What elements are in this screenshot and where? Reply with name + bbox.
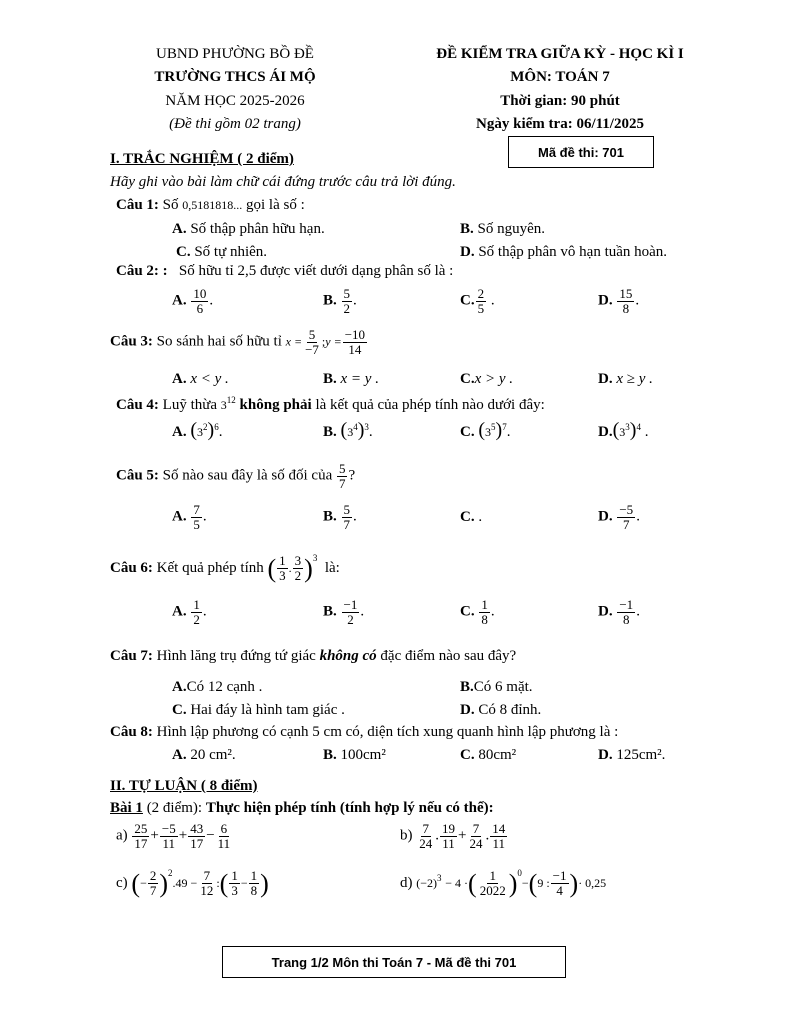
header-right-subject: MÔN: TOÁN 7 [510,69,610,85]
q4-option-c[interactable]: C. $(3^5)^7$. [460,419,511,441]
bai1-d: d) $(-2)^3 - 4$ ·( $\frac{1}{2022}$ )$^0$−(9 : $\frac{-1}{4}$ )· 0,25 [400,868,607,899]
q6-option-b[interactable]: B. $\frac{-1}{2}$ . [323,597,365,627]
q3-text: So sánh hai số hữu tỉ [156,333,282,350]
q1-number: 0,5181818... [182,198,243,212]
q7-option-c[interactable]: C. Hai đáy là hình tam giác . [172,702,345,718]
part2-title: II. TỰ LUẬN ( 8 điểm) [110,778,258,794]
q5-stem: Câu 5: Số nào sau đây là số đối của $\frac{5}{7}$ ? [116,461,356,491]
part1-title: I. TRẮC NGHIỆM ( 2 điểm) [110,151,294,167]
footer-box [222,946,566,978]
q1-option-c[interactable]: C. Số tự nhiên. [176,244,268,260]
q5-option-d[interactable]: D. $\frac{-5}{7}$ . [598,502,640,532]
bai1-heading: Bài 1 (2 điểm): Thực hiện phép tính (tính hợp lý nếu có thể): [110,800,494,816]
q1-stem [116,196,305,214]
header-left-line1: UBND PHƯỜNG BỒ ĐỀ [156,46,314,62]
q8-option-a[interactable]: A. 20 cm². [172,747,236,763]
header-left-pages: (Đề thi gồm 02 trang) [169,116,301,132]
q7-label: Câu 7: [110,648,153,664]
bai1-b: b) $\frac{7}{24}$ . $\frac{19}{11}$ + $\frac{7}{24}$ . $\frac{14}{11}$ [400,821,506,851]
header-left-year: NĂM HỌC 2025-2026 [165,93,305,109]
q6-option-d[interactable]: D. $\frac{-1}{8}$ . [598,597,640,627]
q2-text: Số hữu tỉ 2,5 được viết dưới dạng phân số là : [178,263,454,279]
q5-option-b[interactable]: B. $\frac{5}{7}$ . [323,502,357,532]
header-right-time: Thời gian: 90 phút [500,93,620,109]
q7-option-a[interactable]: A.Có 12 cạnh . [172,679,263,695]
q3-option-b[interactable]: B. x = y . [323,371,379,387]
header-right-date: Ngày kiểm tra: 06/11/2025 [476,116,644,132]
q6-option-a[interactable]: A. $\frac{1}{2}$ . [172,597,207,627]
part1-instruction: Hãy ghi vào bài làm chữ cái đứng trước câu trả lời đúng. [110,174,456,190]
q7-option-b[interactable]: B.Có 6 mặt. [460,679,533,695]
footer-text: Trang 1/2 Môn thi Toán 7 - Mã đề thi 701 [271,954,517,970]
q8-option-b[interactable]: B. 100cm² [323,747,386,763]
q8-label: Câu 8: [110,724,153,740]
q5-option-c[interactable]: C. . [460,509,483,525]
q1-option-b[interactable]: B. Số nguyên. [460,221,546,237]
q2-label: Câu 2: : [116,263,168,279]
q3-option-d[interactable]: D. x ≥ y . [598,371,653,387]
q1-post: gọi là số : [246,197,305,213]
exam-code: Mã đề thi: 701 [538,144,624,160]
q2-option-a[interactable]: A. $\frac{10}{6}$ . [172,286,214,316]
bai1-c: c) (− $\frac{2}{7}$ )$^2$.49 − $\frac{7}{12}$ :( $\frac{1}{3}$ − $\frac{1}{8}$ ) [116,868,269,899]
q4-option-b[interactable]: B. $(3^4)^3$. [323,419,373,441]
q6-label: Câu 6: [110,560,153,577]
q4-label: Câu 4: [116,397,159,413]
exam-code-box [508,136,654,168]
q8-option-c[interactable]: C. 80cm² [460,747,517,763]
q6-option-c[interactable]: C. $\frac{1}{8}$ . [460,597,495,627]
q1-option-a[interactable]: A. Số thập phân hữu hạn. [172,221,325,237]
bai1-a: a) $\frac{25}{17}$ + $\frac{-5}{11}$ + $\frac{43}{17}$ − $\frac{6}{11}$ [116,821,231,851]
q6-stem: Câu 6: Kết quả phép tính ( $\frac{1}{3}$ . $\frac{3}{2}$ )$^3$ là: [110,553,340,584]
q3-option-a[interactable]: A. x < y . [172,371,229,387]
q5-option-a[interactable]: A. $\frac{7}{5}$ . [172,502,207,532]
q2-option-c[interactable]: C. $\frac{2}{5}$ . [460,286,495,316]
q8-stem: Câu 8: Hình lập phương có cạnh 5 cm có, diện tích xung quanh hình lập phương là : [110,724,619,740]
header-right-title: ĐỀ KIỂM TRA GIỮA KỲ - HỌC KÌ I [436,46,684,62]
q7-option-d[interactable]: D. Có 8 đỉnh. [460,702,542,718]
q4-stem: Câu 4: Luỹ thừa $3^{12}$ không phải là kết quả của phép tính nào dưới đây: [116,395,545,413]
q8-option-d[interactable]: D. 125cm². [598,747,666,763]
q3-stem: Câu 3: So sánh hai số hữu tỉ x = $\frac{5}{-7}$ ;y = $\frac{-10}{14}$ [110,327,366,357]
q7-stem: Câu 7: Hình lăng trụ đứng tứ giác không có đặc điểm nào sau đây? [110,648,517,664]
q2-option-b[interactable]: B. $\frac{5}{2}$ . [323,286,357,316]
q3-label: Câu 3: [110,333,153,350]
q2-stem [116,262,453,280]
q1-option-d[interactable]: D. Số thập phân vô hạn tuần hoàn. [460,244,668,260]
q4-option-a[interactable]: A. $(3^2)^6$. [172,419,223,441]
q1-label: Câu 1: [116,197,159,213]
q1-pre: Số [162,197,179,213]
q3-option-c[interactable]: C.x > y . [460,371,514,387]
q2-option-d[interactable]: D. $\frac{15}{8}$ . [598,286,640,316]
q5-label: Câu 5: [116,467,159,484]
q4-option-d[interactable]: $D.(3^3)^4$ . [598,419,649,441]
header-left-school: TRƯỜNG THCS ÁI MỘ [154,69,316,85]
